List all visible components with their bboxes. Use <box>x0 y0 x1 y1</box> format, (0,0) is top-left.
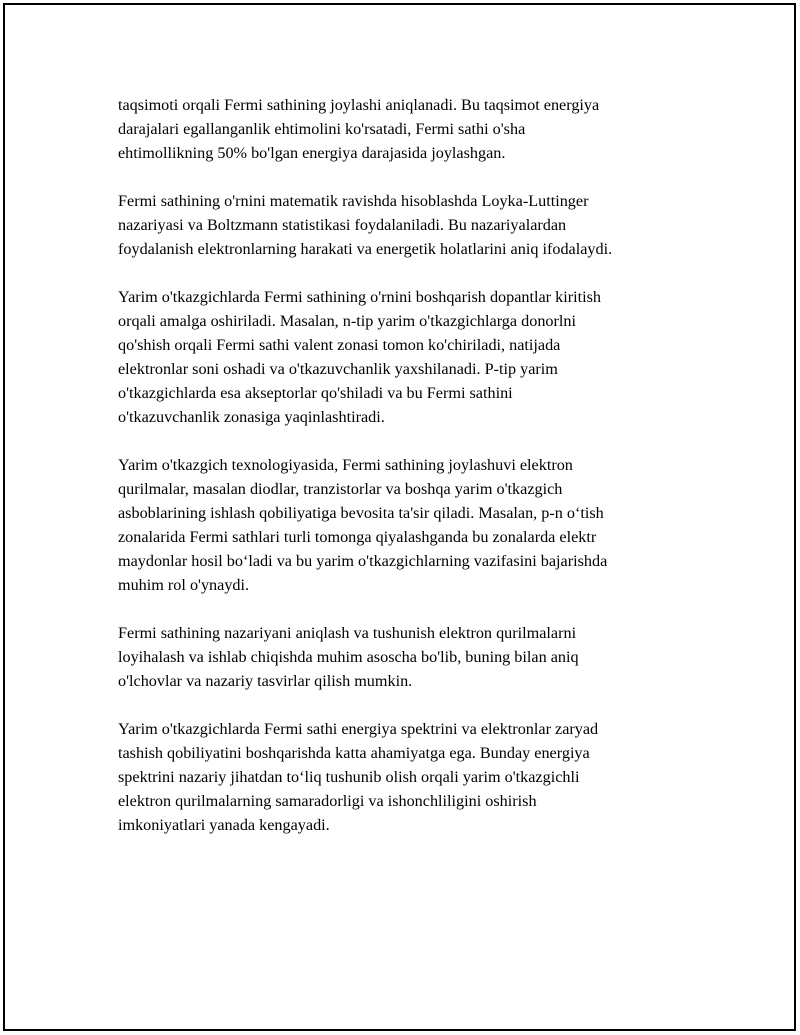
text-line: maydonlar hosil bo‘ladi va bu yarim o'tkazgichlarning vazifasini bajarishda <box>118 552 608 570</box>
paragraph <box>118 285 698 429</box>
text-line: qurilmalar, masalan diodlar, tranzistorlar va boshqa yarim o'tkazgich <box>118 480 563 498</box>
text-line: tashish qobiliyatini boshqarishda katta ahamiyatga ega. Bunday energiya <box>118 744 590 762</box>
text-line: zonalarida Fermi sathlari turli tomonga qiyalashganda bu zonalarda elektr <box>118 528 597 546</box>
paragraph <box>118 93 698 165</box>
text-line: nazariyasi va Boltzmann statistikasi foydalaniladi. Bu nazariyalardan <box>118 216 567 234</box>
text-line: elektronlar soni oshadi va o'tkazuvchanlik yaxshilanadi. P-tip yarim <box>118 360 558 378</box>
text-line: muhim rol o'ynaydi. <box>118 576 250 594</box>
text-line: orqali amalga oshiriladi. Masalan, n-tip yarim o'tkazgichlarga donorlni <box>118 312 576 330</box>
text-line: foydalanish elektronlarning harakati va energetik holatlarini aniq ifodalaydi. <box>118 240 613 258</box>
text-line: Fermi sathining o'rnini matematik ravishda hisoblashda Loyka-Luttinger <box>118 192 589 210</box>
text-line: taqsimoti orqali Fermi sathining joylashi aniqlanadi. Bu taqsimot energiya <box>118 96 600 114</box>
text-line: qo'shish orqali Fermi sathi valent zonasi tomon ko'chiriladi, natijada <box>118 336 561 354</box>
paragraph <box>118 621 698 693</box>
text-line: Yarim o'tkazgich texnologiyasida, Fermi sathining joylashuvi elektron <box>118 456 573 474</box>
text-line: o'lchovlar va nazariy tasvirlar qilish mumkin. <box>118 672 413 690</box>
text-line: loyihalash va ishlab chiqishda muhim asoscha bo'lib, buning bilan aniq <box>118 648 579 666</box>
text-line: asboblarining ishlash qobiliyatiga bevosita ta'sir qiladi. Masalan, p-n o‘tish <box>118 504 604 522</box>
text-line: Fermi sathining nazariyani aniqlash va tushunish elektron qurilmalarni <box>118 624 577 642</box>
paragraph <box>118 189 698 261</box>
text-line: ehtimollikning 50% bo'lgan energiya darajasida joylashgan. <box>118 144 506 162</box>
text-line: o'tkazgichlarda esa akseptorlar qo'shiladi va bu Fermi sathini <box>118 384 513 402</box>
text-line: imkoniyatlari yanada kengayadi. <box>118 816 330 834</box>
text-line: Yarim o'tkazgichlarda Fermi sathi energiya spektrini va elektronlar zaryad <box>118 720 599 738</box>
text-line: darajalari egallanganlik ehtimolini ko'rsatadi, Fermi sathi o'sha <box>118 120 526 138</box>
document-body <box>118 93 698 861</box>
text-line: Yarim o'tkazgichlarda Fermi sathining o'rnini boshqarish dopantlar kiritish <box>118 288 601 306</box>
paragraph <box>118 717 698 837</box>
text-line: o'tkazuvchanlik zonasiga yaqinlashtiradi. <box>118 408 385 426</box>
text-line: elektron qurilmalarning samaradorligi va ishonchliligini oshirish <box>118 792 537 810</box>
text-line: spektrini nazariy jihatdan to‘liq tushunib olish orqali yarim o'tkazgichli <box>118 768 580 786</box>
paragraph <box>118 453 698 597</box>
